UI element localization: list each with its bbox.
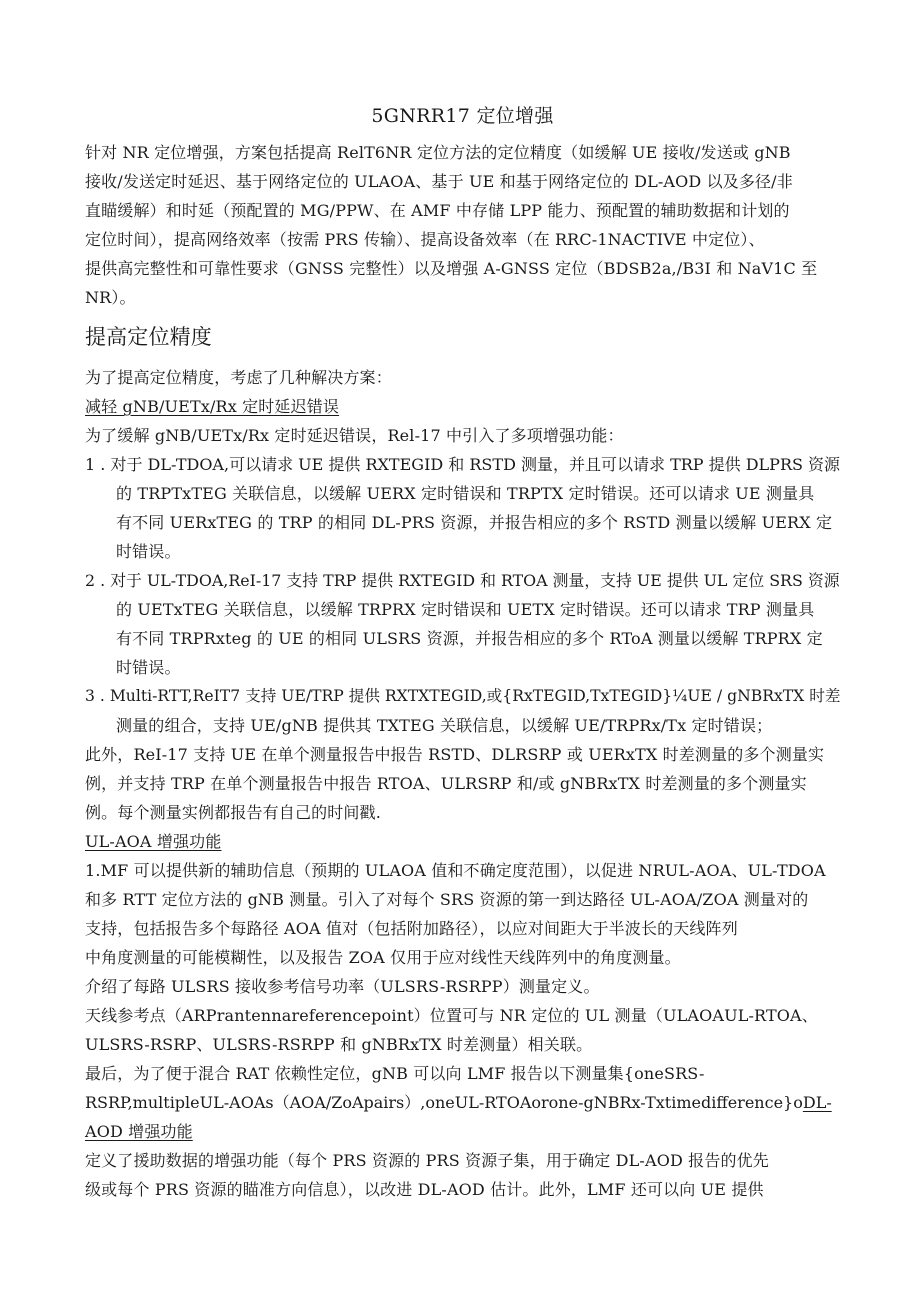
text-line: 提供高完整性和可靠性要求（GNSS 完整性）以及增强 A-GNSS 定位（BDSB2a,/B3I 和 NaV1C 至 bbox=[85, 259, 818, 278]
text-line: 为了缓解 gNB/UETx/Rx 定时延迟错误，Rel-17 中引入了多项增强功能： bbox=[85, 426, 624, 445]
text-line: 天线参考点（ARPrantennareferencepoint）位置可与 NR 定位的 UL 测量（ULAOAUL-RTOA、 bbox=[85, 1006, 818, 1025]
body-text bbox=[85, 363, 840, 1204]
intro-paragraph bbox=[85, 138, 840, 312]
text-line: 有不同 UERxTEG 的 TRP 的相同 DL-PRS 资源，并报告相应的多个 RSTD 测量以缓解 UERX 定 bbox=[116, 513, 833, 532]
subheading-timing-delay: 减轻 gNB/UETx/Rx 定时延迟错误 bbox=[85, 397, 340, 416]
text-line: 时错误。 bbox=[116, 658, 181, 677]
text-line: 级或每个 PRS 资源的瞄准方向信息），以改进 DL-AOD 估计。此外，LMF 还可以向 UE 提供 bbox=[85, 1180, 764, 1199]
text-line: 为了提高定位精度，考虑了几种解决方案： bbox=[85, 368, 392, 387]
text-line: 此外，ReI-17 支持 UE 在单个测量报告中报告 RSTD、DLRSRP 或 UERxTX 时差测量的多个测量实 bbox=[85, 745, 825, 764]
subheading-dl-aod: AOD 增强功能 bbox=[85, 1122, 193, 1141]
text-line: 和多 RTT 定位方法的 gNB 测量。引入了对每个 SRS 资源的第一到达路径 UL-AOA/ZOA 测量对的 bbox=[85, 890, 809, 909]
text-line: NR）。 bbox=[85, 288, 136, 307]
list-item-3: 3 . Multi-RTT,ReIT7 支持 UE/TRP 提供 RXTXTEGID,或{RxTEGID,TxTEGID}¼UE / gNBRxTX 时差 bbox=[85, 687, 841, 705]
text-line: 例。每个测量实例都报告有自己的时间戳. bbox=[85, 803, 381, 822]
text-line: 例，并支持 TRP 在单个测量报告中报告 RTOA、ULRSRP 和/或 gNBRxTX 时差测量的多个测量实 bbox=[85, 774, 807, 793]
text-line: 中角度测量的可能模糊性，以及报告 ZOA 仅用于应对线性天线阵列中的角度测量。 bbox=[85, 948, 681, 967]
text-line: 定义了援助数据的增强功能（每个 PRS 资源的 PRS 资源子集，用于确定 DL-AOD 报告的优先 bbox=[85, 1151, 769, 1170]
text-line: 有不同 TRPRxteg 的 UE 的相同 ULSRS 资源，并报告相应的多个 RToA 测量以缓解 TRPRX 定 bbox=[116, 629, 823, 648]
text-line: 的 TRPTxTEG 关联信息，以缓解 UERX 定时错误和 TRPTX 定时错误。还可以请求 UE 测量具 bbox=[116, 484, 815, 503]
text-line: ULSRS-RSRP、ULSRS-RSRPP 和 gNBRxTX 时差测量）相关联。 bbox=[85, 1035, 593, 1054]
text-line: 针对 NR 定位增强，方案包括提高 RelT6NR 定位方法的定位精度（如缓解 UE 接收/发送或 gNB bbox=[85, 143, 791, 162]
list-item-1: 1 . 对于 DL-TDOA,可以请求 UE 提供 RXTEGID 和 RSTD 测量，并且可以请求 TRP 提供 DLPRS 资源 bbox=[85, 455, 841, 474]
text-line: 定位时间），提高网络效率（按需 PRS 传输）、提高设备效率（在 RRC-1NACTIVE 中定位）、 bbox=[85, 230, 765, 249]
text-line bbox=[85, 1088, 840, 1117]
list-item-2: 2 . 对于 UL-TDOA,ReI-17 支持 TRP 提供 RXTEGID 和 RTOA 测量，支持 UE 提供 UL 定位 SRS 资源 bbox=[85, 571, 840, 590]
section-heading: 提高定位精度 bbox=[85, 325, 212, 349]
document-title: 5GNRR17 定位增强 bbox=[371, 105, 554, 127]
text-line: 的 UETxTEG 关联信息，以缓解 TRPRX 定时错误和 UETX 定时错误。还可以请求 TRP 测量具 bbox=[116, 600, 815, 619]
subheading-ul-aoa: UL-AOA 增强功能 bbox=[85, 832, 222, 851]
text-line: 1.MF 可以提供新的辅助信息（预期的 ULAOA 值和不确定度范围），以促进 NRUL-AOA、UL-TDOA bbox=[85, 861, 826, 880]
text-line: 介绍了每路 ULSRS 接收参考信号功率（ULSRS-RSRPP）测量定义。 bbox=[85, 977, 600, 996]
text-line: 接收/发送定时延迟、基于网络定位的 ULAOA、基于 UE 和基于网络定位的 DL-AOD 以及多径/非 bbox=[85, 172, 793, 191]
text-line: 支持，包括报告多个每路径 AOA 值对（包括附加路径），以应对间距大于半波长的天线阵列 bbox=[85, 919, 738, 938]
text-line: 直瞄缓解）和时延（预配置的 MG/PPW、在 AMF 中存储 LPP 能力、预配置的辅助数据和计划的 bbox=[85, 201, 790, 220]
text-line: 时错误。 bbox=[116, 542, 181, 561]
text-fragment: RSRP,multipleUL-AOAs（AOA/ZoApairs）,oneUL-RTOAorone-gNBRx-Txtimedifference}o bbox=[85, 1093, 803, 1112]
subheading-dl-aod-start: DL- bbox=[802, 1093, 832, 1112]
text-line: 最后，为了便于混合 RAT 依赖性定位，gNB 可以向 LMF 报告以下测量集{oneSRS- bbox=[85, 1064, 705, 1083]
section-heading-accuracy bbox=[85, 322, 840, 352]
text-line: 测量的组合，支持 UE/gNB 提供其 TXTEG 关联信息，以缓解 UE/TRPRx/Tx 定时错误； bbox=[116, 716, 773, 735]
